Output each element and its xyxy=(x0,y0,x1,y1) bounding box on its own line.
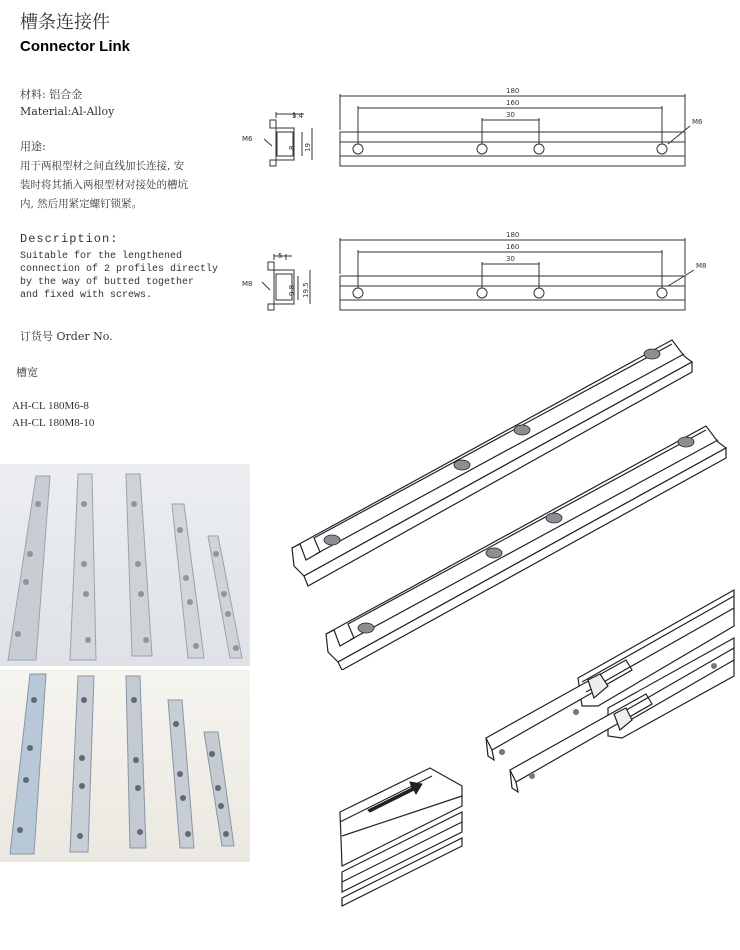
width-dim: 5 xyxy=(278,252,283,260)
order-code: AH-CL 180M6-8 xyxy=(12,400,89,412)
hole-span-dim: 160 xyxy=(506,243,520,251)
part-photo xyxy=(8,476,50,660)
width-dim: 3.4 xyxy=(292,112,304,120)
usage-block xyxy=(20,138,46,155)
description-line: connection of 2 profiles directly xyxy=(20,264,219,275)
screw-hole xyxy=(546,513,562,523)
hole xyxy=(477,288,487,298)
hole xyxy=(657,288,667,298)
order-code: AH-CL 180M8-10 xyxy=(12,417,95,429)
material-block xyxy=(20,86,114,120)
slot-dim: 8 xyxy=(288,145,296,150)
hole xyxy=(477,144,487,154)
description-line: by the way of butted together xyxy=(20,277,195,288)
assembly-drawing xyxy=(476,586,738,796)
description-line: and fixed with screws. xyxy=(20,290,153,301)
description-label: Description: xyxy=(20,232,119,246)
screw-hole xyxy=(358,623,374,633)
material-cn: 材料: 铝合金 xyxy=(20,88,83,101)
description-text xyxy=(20,250,218,302)
usage-label: 用途: xyxy=(20,140,46,153)
hole xyxy=(353,288,363,298)
screw-hole xyxy=(486,548,502,558)
profile-section-1 xyxy=(270,120,294,166)
height-dim: 19 xyxy=(304,143,312,152)
part-photo xyxy=(10,674,46,854)
screw-hole xyxy=(644,349,660,359)
material-en: Material:Al-Alloy xyxy=(20,105,115,118)
hole xyxy=(534,288,544,298)
product-photo-plated xyxy=(0,670,250,862)
length-dim: 180 xyxy=(506,231,520,239)
photo-plated-parts xyxy=(0,670,250,862)
slot-dim: 9.8 xyxy=(288,284,296,296)
hole-span-dim: 160 xyxy=(506,99,520,107)
order-label: 订货号 Order No. xyxy=(20,330,113,343)
hole xyxy=(534,144,544,154)
slot-width-label: 槽宽 xyxy=(16,366,38,379)
thread-label: M8 xyxy=(242,280,253,288)
thread-label-right: M8 xyxy=(696,262,706,270)
length-dim: 180 xyxy=(506,87,520,95)
inner-span-dim: 30 xyxy=(506,255,515,263)
technical-drawing-m8 xyxy=(236,226,706,321)
section-slot-1 xyxy=(277,132,293,156)
usage-line: 装时将其插入两根型材对接处的槽坑 xyxy=(20,179,188,191)
technical-drawing-m6 xyxy=(236,84,706,179)
usage-line: 用于两根型材之间直线加长连接, 安 xyxy=(20,160,185,172)
part-photo xyxy=(172,504,204,658)
thread-label-right: M6 xyxy=(692,118,703,126)
hole xyxy=(657,144,667,154)
part-photo xyxy=(70,676,94,852)
screw-hole xyxy=(454,460,470,470)
order-codes xyxy=(12,398,94,432)
usage-text xyxy=(20,157,188,214)
title-chinese: 槽条连接件 xyxy=(20,12,110,33)
hole xyxy=(353,144,363,154)
connector-side-view-1 xyxy=(340,132,685,166)
usage-line: 内, 然后用紧定螺钉锁紧。 xyxy=(20,198,143,210)
screw-hole xyxy=(514,425,530,435)
inner-span-dim: 30 xyxy=(506,111,515,119)
description-line: Suitable for the lengthened xyxy=(20,251,183,262)
height-dim: 19.5 xyxy=(302,282,310,298)
screw-hole xyxy=(678,437,694,447)
photo-zinc-parts xyxy=(0,464,250,666)
screw-hole xyxy=(324,535,340,545)
title-english: Connector Link xyxy=(20,38,131,55)
product-photo-zinc xyxy=(0,464,250,666)
insertion-detail xyxy=(338,766,464,912)
thread-label: M6 xyxy=(242,135,253,143)
connector-side-view-2 xyxy=(340,276,685,310)
